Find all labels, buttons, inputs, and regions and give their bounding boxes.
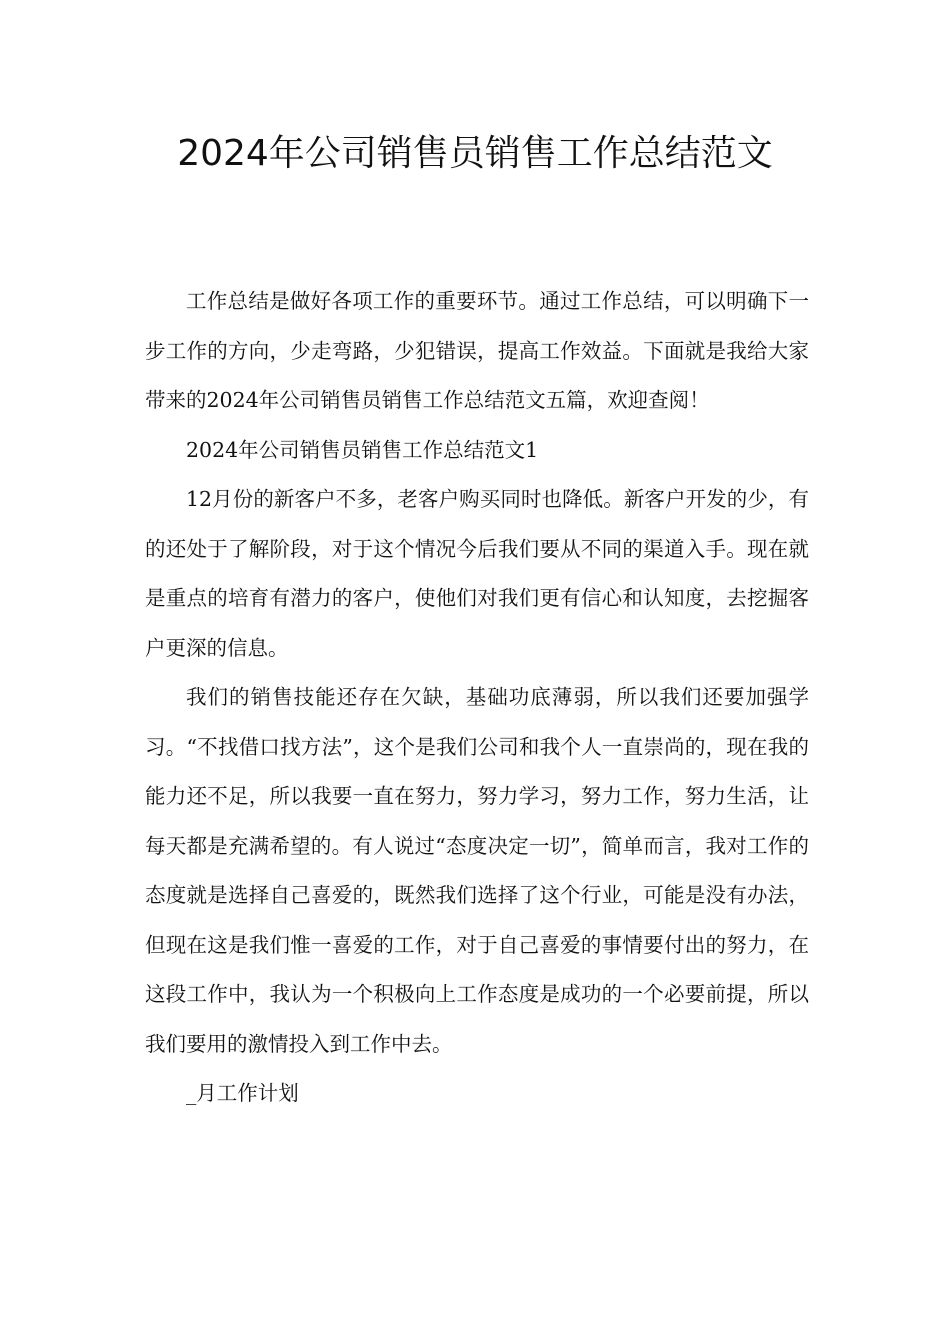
subsection-heading: _月工作计划: [186, 1081, 299, 1105]
document-title: 2024年公司销售员销售工作总结范文: [177, 133, 773, 174]
section-heading: 2024年公司销售员销售工作总结范文1: [186, 437, 539, 462]
document-body: [145, 277, 809, 1119]
body-paragraph: 12月份的新客户不多，老客户购买同时也降低。新客户开发的少，有的还处于了解阶段，对于这个情况今后我们要从不同的渠道入手。现在就是重点的培育有潜力的客户，使他们对我们更有信心和认知度，去挖掘客户更深的信息。: [145, 487, 809, 660]
body-paragraph: 我们的销售技能还存在欠缺，基础功底薄弱，所以我们还要加强学习。“不找借口找方法”，这个是我们公司和我个人一直崇尚的，现在我的能力还不足，所以我要一直在努力，努力学习，努力工作，努力生活，让每天都是充满希望的。有人说过“态度决定一切”，简单而言，我对工作的态度就是选择自己喜爱的，既然我们选择了这个行业，可能是没有办法，但现在这是我们惟一喜爱的工作，对于自己喜爱的事情要付出的努力，在这段工作中，我认为一个积极向上工作态度是成功的一个必要前提，所以我们要用的激情投入到工作中去。: [145, 685, 809, 1056]
intro-paragraph: 工作总结是做好各项工作的重要环节。通过工作总结，可以明确下一步工作的方向，少走弯路，少犯错误，提高工作效益。下面就是我给大家带来的2024年公司销售员销售工作总结范文五篇，欢迎查阅！: [145, 289, 809, 412]
